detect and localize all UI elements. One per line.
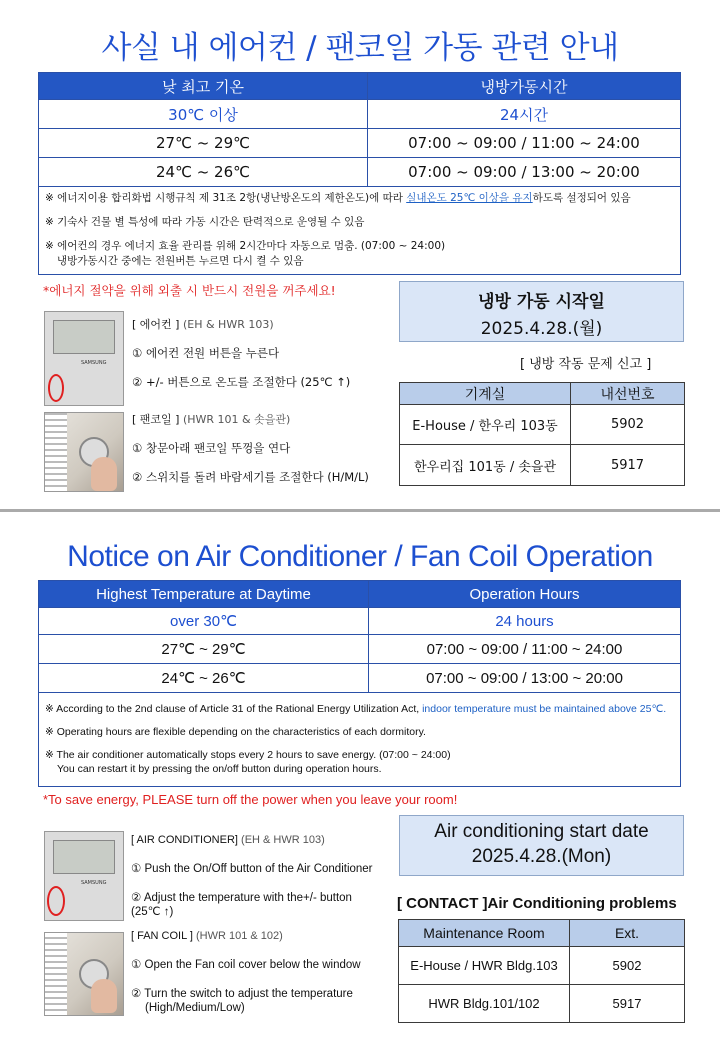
table-cell: 24시간 [368, 100, 681, 129]
ac-heading-korean: [ 에어컨 ] (EH & HWR 103) [132, 318, 274, 331]
ac-step2-english: ② Adjust the temperature with the+/- button (25℃ ↑) [131, 892, 352, 918]
table-cell: over 30℃ [39, 608, 369, 635]
fancoil-heading-english: [ FAN COIL ] (HWR 101 & 102) [131, 930, 283, 942]
fancoil-heading-korean: [ 팬코일 ] (HWR 101 & 솟을관) [132, 413, 291, 426]
fancoil-step2-english: ② Turn the switch to adjust the temperature (High/Medium/Low) [131, 988, 353, 1014]
start-date-box-english [399, 815, 684, 876]
table-cell: 27℃ ~ 29℃ [39, 635, 369, 664]
highlight-text: indoor temperature must be maintained above 25℃. [422, 703, 667, 716]
contact-title-english: [ CONTACT ]Air Conditioning problems [397, 895, 677, 912]
ac-heading-english: [ AIR CONDITIONER] (EH & HWR 103) [131, 834, 325, 846]
table-header: 기계실 [400, 383, 571, 405]
contact-title-korean: [ 냉방 작동 문제 신고 ] [520, 357, 652, 372]
ac-step1-korean: ① 에어컨 전원 버튼을 누른다 [132, 346, 280, 360]
table-cell: 5902 [571, 405, 685, 445]
fancoil-step1-korean: ① 창문아래 팬코일 뚜껑을 연다 [132, 441, 291, 455]
table-cell: 한우리집 101동 / 솟을관 [400, 445, 571, 486]
table-cell: 07:00 ~ 09:00 / 11:00 ~ 24:00 [369, 635, 681, 664]
notes-english: ※ According to the 2nd clause of Article 31 of the Rational Energy Utilization Act, indoor temperature must be maintained above 25℃. ※ Operating hours are flexible depending on the characteristics of each dormitory. ※ The air conditioner automatically stops every 2 hours to save energy. (07:00 ~ 24:00) You can restart it by pressing the on/off button during operation hours. [39, 693, 681, 787]
energy-warning-english: *To save energy, PLEASE turn off the power when you leave your room! [43, 792, 458, 807]
table-header: Ext. [570, 920, 685, 947]
energy-warning-korean: *에너지 절약을 위해 외출 시 반드시 전원을 꺼주세요! [43, 283, 336, 298]
table-header: Operation Hours [369, 581, 681, 608]
fancoil-step2-korean: ② 스위치를 돌려 바람세기를 조절한다 (H/M/L) [132, 470, 369, 484]
start-date-title: 냉방 가동 시작일 [478, 292, 605, 312]
table-cell: 07:00 ~ 09:00 / 11:00 ~ 24:00 [368, 129, 681, 158]
table-cell: 5902 [570, 947, 685, 985]
start-date-value: 2025.4.28.(월) [480, 319, 603, 339]
ac-step2-korean: ② +/- 버튼으로 온도를 조절한다 (25℃ ↑) [132, 375, 351, 389]
ac-step1-english: ① Push the On/Off button of the Air Conditioner [131, 863, 373, 875]
table-header: Highest Temperature at Daytime [39, 581, 369, 608]
page-title-english: Notice on Air Conditioner / Fan Coil Operation [67, 540, 653, 573]
table-header: 내선번호 [571, 383, 685, 405]
fan-coil-image [44, 412, 124, 492]
power-button-highlight [47, 886, 65, 916]
contact-table-korean [399, 382, 685, 486]
table-cell: HWR Bldg.101/102 [399, 985, 570, 1023]
table-cell: E-House / HWR Bldg.103 [399, 947, 570, 985]
table-cell: 24℃ ~ 26℃ [39, 158, 368, 187]
table-cell: 24℃ ~ 26℃ [39, 664, 369, 693]
table-cell: 5917 [571, 445, 685, 486]
start-date-box-korean [399, 281, 684, 342]
fan-coil-image [44, 932, 124, 1016]
table-header: 낮 최고 기온 [39, 73, 368, 100]
ac-controller-image: SAMSUNG [44, 831, 124, 921]
table-cell: E-House / 한우리 103동 [400, 405, 571, 445]
table-cell: 27℃ ~ 29℃ [39, 129, 368, 158]
fancoil-step1-english: ① Open the Fan coil cover below the window [131, 959, 361, 971]
table-header: Maintenance Room [399, 920, 570, 947]
contact-table-english [398, 919, 685, 1023]
table-cell: 07:00 ~ 09:00 / 13:00 ~ 20:00 [368, 158, 681, 187]
start-date-title: Air conditioning start date [434, 821, 649, 842]
section-divider [0, 509, 720, 512]
table-cell: 30℃ 이상 [39, 100, 368, 129]
operation-table-english [38, 580, 681, 787]
table-header: 냉방가동시간 [368, 73, 681, 100]
table-cell: 5917 [570, 985, 685, 1023]
page-title-korean: 사실 내 에어컨 / 팬코일 가동 관련 안내 [101, 30, 619, 66]
table-cell: 24 hours [369, 608, 681, 635]
ac-controller-image: SAMSUNG [44, 311, 124, 406]
notes-korean: ※ 에너지이용 합리화법 시행규칙 제 31조 2항(냉난방온도의 제한온도)에 따라 실내온도 25℃ 이상을 유지하도록 설정되어 있음 ※ 기숙사 건물 별 특성에 따라 가동 시간은 탄력적으로 운영될 수 있음 ※ 에어컨의 경우 에너지 효율 관리를 위해 2시간마다 자동으로 멈춤. (07:00 ~ 24:00) 냉방가동시간 중에는 전원버튼 누르면 다시 켤 수 있음 [39, 187, 681, 275]
start-date-value: 2025.4.28.(Mon) [471, 846, 612, 867]
operation-table-korean [38, 72, 681, 275]
table-cell: 07:00 ~ 09:00 / 13:00 ~ 20:00 [369, 664, 681, 693]
highlight-text: 실내온도 25℃ 이상을 유지 [406, 192, 533, 204]
power-button-highlight [48, 374, 64, 402]
